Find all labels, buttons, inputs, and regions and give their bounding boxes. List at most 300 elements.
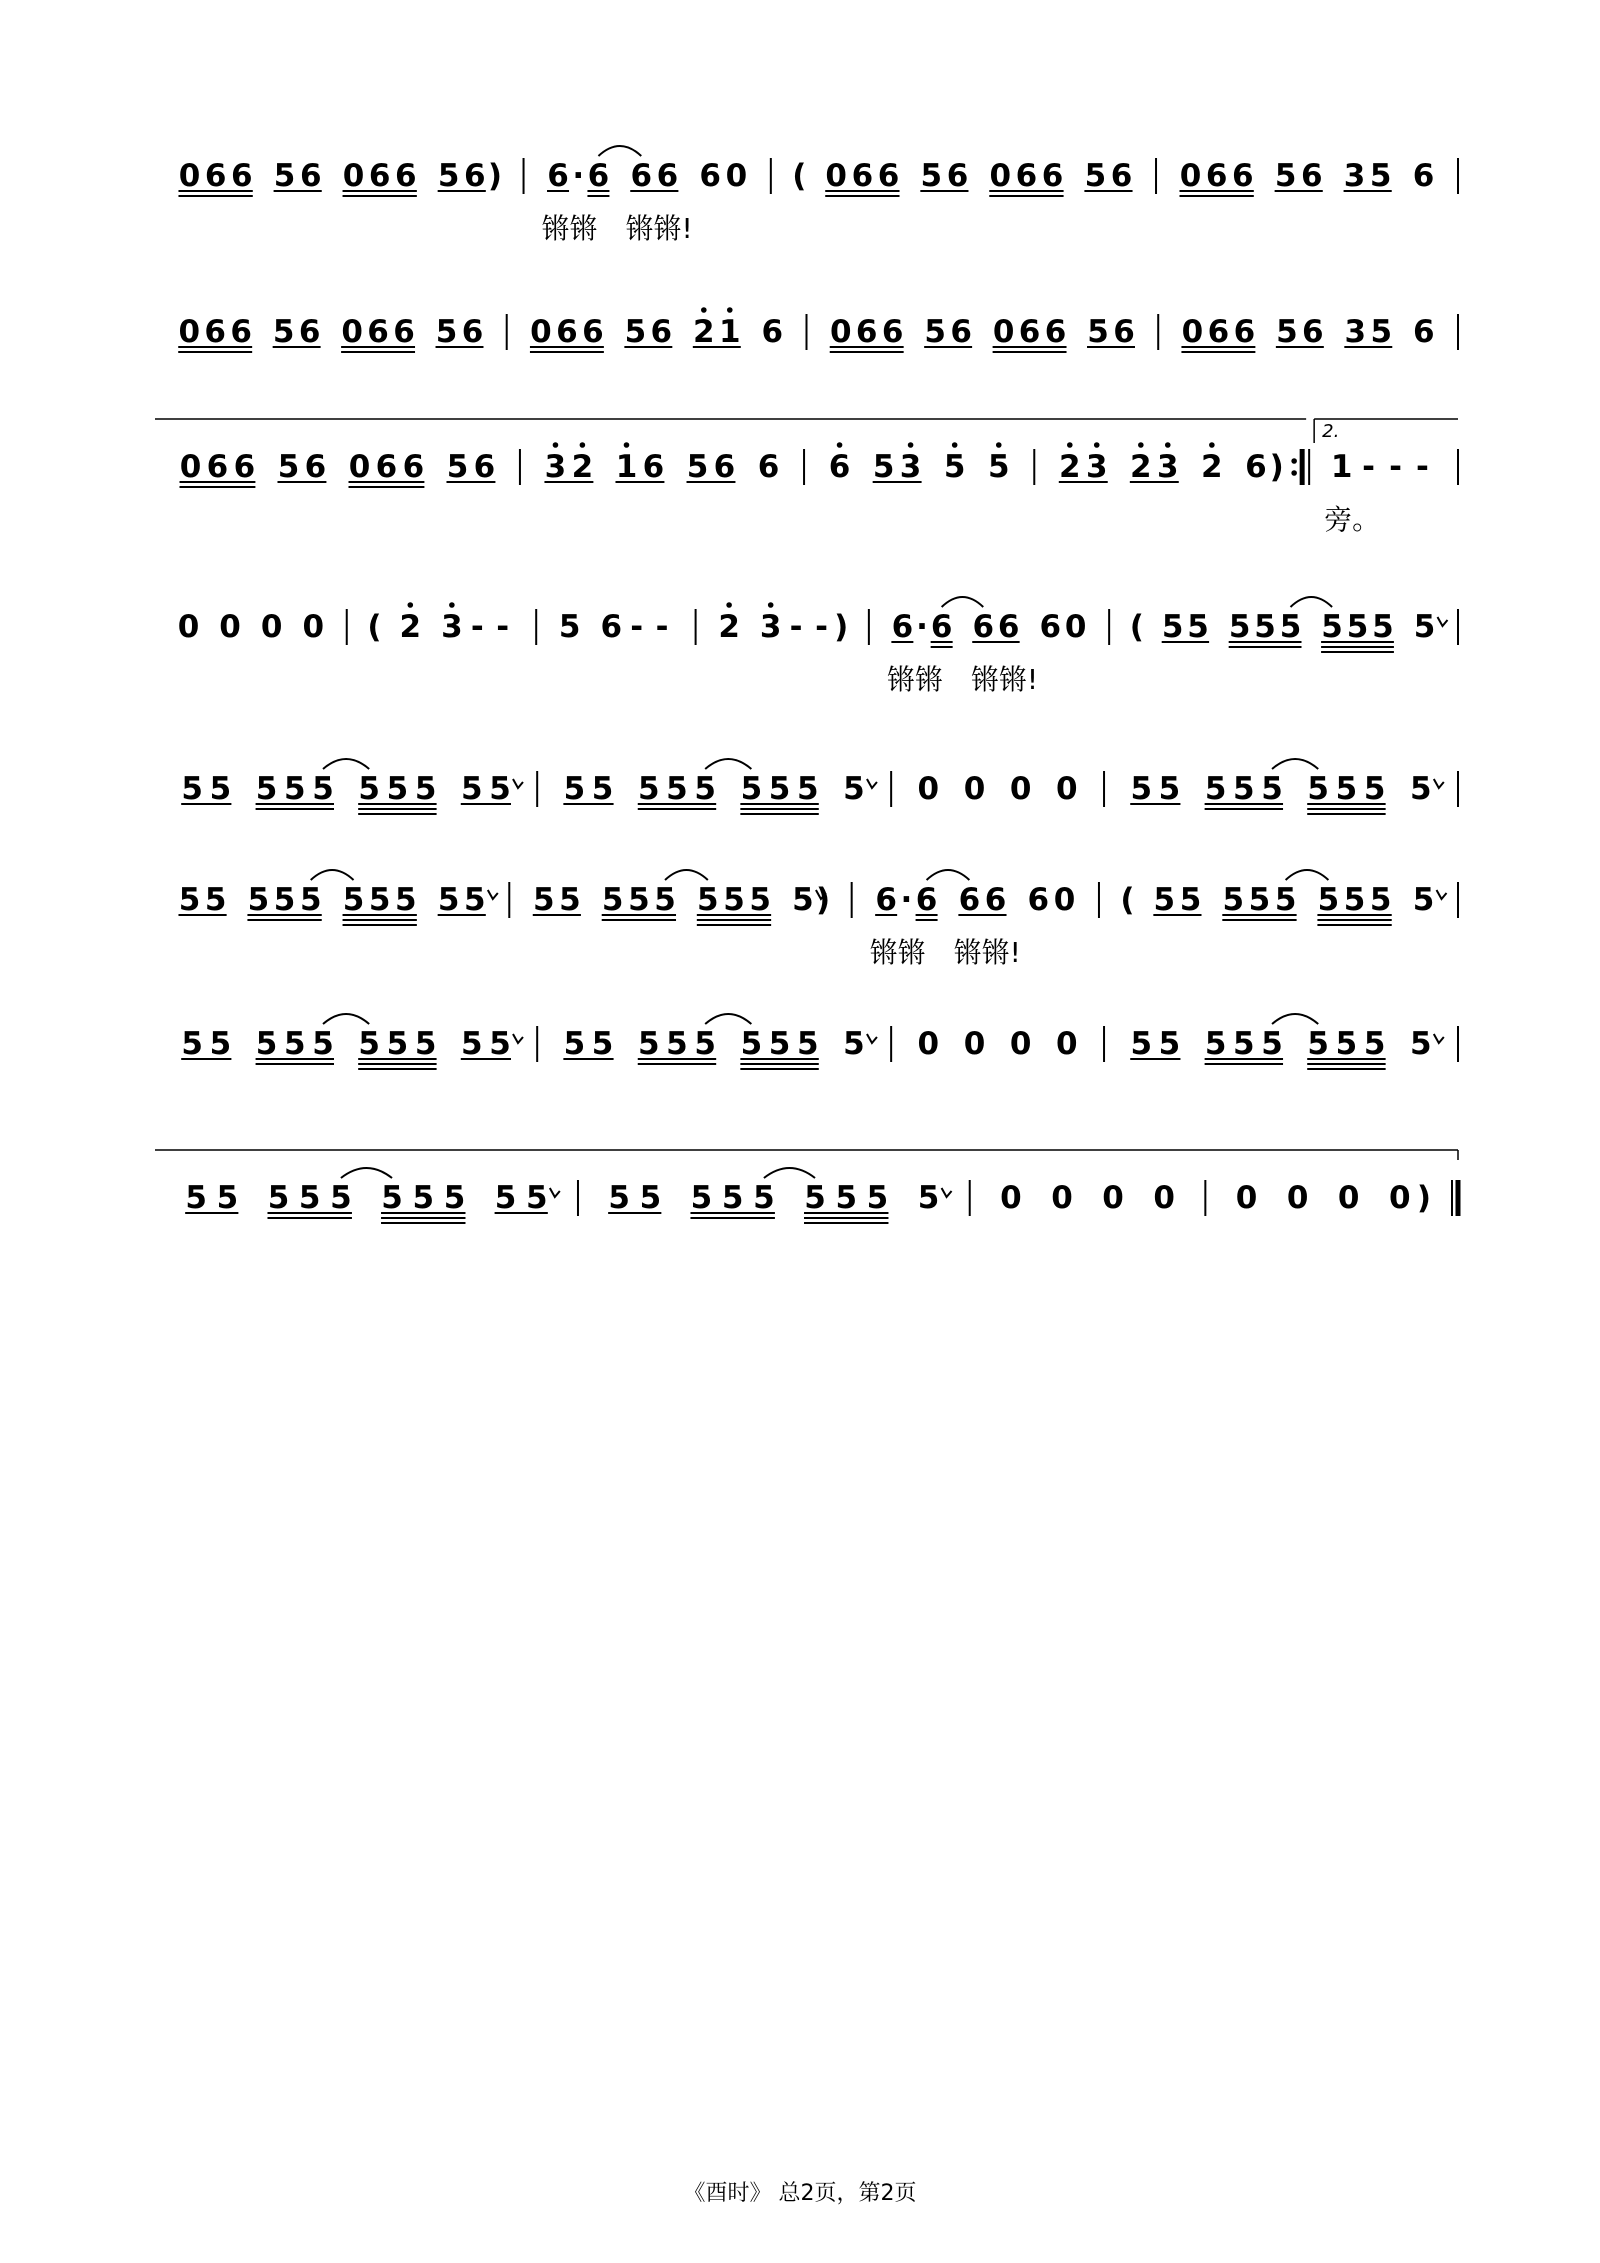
measure [547,146,747,196]
note: 5 [1153,882,1176,918]
measure [367,602,509,645]
note: 6 [1233,314,1256,350]
note: 5 [1317,882,1340,918]
note: 0 [1102,1180,1124,1216]
note: 5 [694,771,716,807]
note: 5 [591,1026,614,1062]
parenthesis: ) [1416,1180,1432,1216]
note: 6 [828,449,851,485]
note: 5 [749,882,771,918]
note: 6 [650,314,673,350]
parenthesis: ) [487,158,503,194]
note: 5 [563,771,586,807]
octave-dot [727,307,733,313]
note: 0 [1009,1026,1032,1062]
note: 6 [761,314,784,350]
note: 6 [950,314,972,350]
note: 5 [1130,771,1153,807]
slur [705,1014,751,1024]
measure [792,158,1132,196]
slur [1291,597,1333,607]
note: 5 [255,771,278,807]
note: 5 [437,158,460,194]
dash: - [789,609,803,645]
note: 5 [723,882,745,918]
lyric: 旁。 [1324,503,1381,536]
note: 6 [367,314,389,350]
page-footer: 《酉时》 总2页，第2页 [683,2181,917,2206]
note: 6 [206,449,229,485]
note: 5 [1363,1026,1386,1062]
note: 0 [530,314,552,350]
note: 5 [216,1180,239,1216]
note: 5 [1369,882,1392,918]
note: 6 [642,449,665,485]
octave-dot [768,602,774,608]
note: 5 [358,771,380,807]
note: 5 [443,1180,466,1216]
note: 5 [414,1026,437,1062]
dot: · [916,609,928,645]
lyric: 锵锵 锵锵! [886,663,1039,696]
note: 5 [753,1180,775,1216]
slur [1272,759,1318,769]
octave-dot [553,442,559,448]
note: 6 [1015,158,1038,194]
note: 0 [1053,882,1076,918]
note: 5 [1335,771,1358,807]
system-2 [178,307,1458,352]
note: 0 [917,1026,940,1062]
note: 5 [273,158,296,194]
note: 0 [302,609,325,645]
note: 5 [1276,314,1298,350]
note: 5 [386,771,409,807]
measure [1120,870,1446,925]
note: 6 [713,449,736,485]
note: 5 [209,771,232,807]
note: 5 [272,314,295,350]
note: 6 [547,158,569,194]
dash: - [655,609,669,645]
measure [180,449,496,487]
note: 6 [368,158,391,194]
note: 5 [666,1026,688,1062]
slur [942,597,984,607]
measure [530,307,783,352]
measure [1130,759,1444,814]
note: 6 [855,314,878,350]
note: 5 [987,449,1010,485]
note: 0 [1000,1180,1022,1216]
note: 5 [381,1180,403,1216]
measure [1181,314,1434,352]
note: 5 [943,449,966,485]
note: 6 [1110,158,1133,194]
measure [829,442,1010,485]
note: 6 [1412,158,1435,194]
note: 5 [395,882,417,918]
note: 6 [600,609,623,645]
note: 6 [915,882,938,918]
note: 0 [260,609,283,645]
note: 5 [1233,771,1255,807]
note: 0 [825,158,848,194]
measure [1130,597,1448,652]
note: 5 [526,1180,548,1216]
note: 0 [1009,771,1032,807]
note: 6 [946,158,969,194]
ornament [488,890,498,899]
dash: - [630,609,644,645]
note: 6 [881,314,904,350]
note: 5 [386,1026,409,1062]
system-6 [178,870,1458,969]
note: 6 [1018,314,1041,350]
note: 0 [1064,609,1087,645]
note: 0 [963,1026,986,1062]
note: 0 [1181,314,1204,350]
note: 3 [1343,158,1366,194]
note: 5 [1233,1026,1255,1062]
octave-dot [1165,442,1171,448]
note: 5 [284,1026,306,1062]
note: 5 [792,882,814,918]
measure [718,602,848,645]
note: 3 [1085,449,1108,485]
note: 6 [930,609,953,645]
parenthesis: ) [834,609,849,645]
note: 6 [1245,449,1267,485]
note: 6 [204,158,227,194]
note: 0 [178,314,201,350]
note: 5 [1084,158,1107,194]
note: 6 [473,449,496,485]
note: 5 [267,1180,290,1216]
note: 0 [829,314,852,350]
measure [875,870,1075,920]
note: 0 [348,449,371,485]
measure [1059,442,1284,485]
repeat-dot [1291,458,1297,464]
slur [665,870,708,880]
octave-dot [580,442,586,448]
note: 6 [464,158,486,194]
note: 3 [899,449,922,485]
note: 0 [341,314,363,350]
note: 6 [204,314,226,350]
note: 5 [1228,609,1251,645]
system-7 [181,1014,1458,1069]
note: 6 [582,314,604,350]
note: 5 [639,1180,662,1216]
measure [830,314,1135,352]
repeat-dot [1291,470,1297,476]
note: 1 [718,314,741,350]
note: 5 [1261,1026,1283,1062]
octave-dot [837,442,843,448]
measure [918,771,1078,807]
note: 3 [759,609,782,645]
note: 5 [342,882,365,918]
ornament [1434,779,1444,788]
note: 0 [1051,1180,1073,1216]
note: 6 [230,158,253,194]
parenthesis: ) [816,882,831,918]
note: 5 [464,882,486,918]
note: 5 [299,882,322,918]
note: 5 [804,1180,826,1216]
note: 5 [1204,1026,1227,1062]
ornament [1437,890,1447,899]
note: 5 [843,771,865,807]
note: 5 [1370,314,1393,350]
note: 6 [587,158,610,194]
octave-dot [701,307,707,313]
note: 6 [304,449,327,485]
measure [608,1168,951,1223]
ornament [867,779,877,788]
note: 5 [1158,771,1181,807]
note: 5 [1158,1026,1181,1062]
note: 5 [358,1026,380,1062]
note: 0 [1286,1180,1309,1216]
note: 6 [298,314,321,350]
note: 1 [615,449,638,485]
note: 5 [312,1026,334,1062]
note: 5 [686,449,709,485]
note: 5 [796,771,819,807]
measure [544,442,779,485]
note: 0 [1056,1026,1078,1062]
note: 5 [591,771,614,807]
ornament [1434,1034,1444,1043]
note: 6 [630,158,653,194]
note: 1 [1330,449,1353,485]
slur [1272,1014,1318,1024]
measure [559,609,669,645]
note: 5 [312,771,334,807]
note: 6 [699,158,721,194]
note: 5 [181,771,203,807]
note: 5 [1410,771,1432,807]
note: 6 [1027,882,1050,918]
note: 6 [1300,158,1323,194]
slur [323,759,369,769]
volta-label: 2. [1322,421,1340,442]
dash: - [815,609,828,645]
note: 5 [835,1180,858,1216]
note: 5 [1410,1026,1432,1062]
system-8 [155,1150,1458,1223]
note: 6 [393,314,415,350]
ornament [867,1034,877,1043]
note: 5 [637,1026,660,1062]
note: 5 [740,1026,763,1062]
dash: - [496,609,510,645]
measure [178,870,497,925]
note: 5 [768,1026,791,1062]
note: 5 [1204,771,1227,807]
note: 6 [656,158,679,194]
note: 6 [851,158,874,194]
note: 5 [330,1180,352,1216]
note: 5 [414,771,437,807]
note: 2 [1201,449,1223,485]
note: 0 [219,609,241,645]
measure [181,1014,523,1069]
note: 5 [637,771,660,807]
note: 5 [460,771,483,807]
note: 5 [924,314,946,350]
octave-dot [952,442,958,448]
note: 6 [997,609,1020,645]
note: 5 [1222,882,1245,918]
note: 6 [556,314,578,350]
system-1 [178,146,1458,245]
note: 6 [1412,314,1435,350]
note: 5 [1130,1026,1153,1062]
note: 5 [412,1180,435,1216]
slur [598,146,641,156]
measure [1000,1180,1175,1216]
note: 3 [441,609,463,645]
note: 5 [446,449,469,485]
note: 5 [273,882,296,918]
note: 6 [1039,609,1062,645]
note: 5 [247,882,270,918]
note: 0 [1389,1180,1411,1216]
note: 6 [461,314,484,350]
octave-dot [1209,442,1215,448]
note: 5 [740,771,763,807]
note: 6 [875,882,897,918]
note: 6 [395,158,417,194]
measure [533,870,830,925]
octave-dot [407,602,413,608]
note: 6 [757,449,780,485]
note: 6 [1207,314,1230,350]
note: 5 [796,1026,819,1062]
note: 2 [1130,449,1152,485]
note: 5 [559,882,581,918]
note: 5 [255,1026,278,1062]
note: 5 [1248,882,1271,918]
note: 5 [628,882,650,918]
note: 6 [1205,158,1228,194]
note: 0 [992,314,1015,350]
measure [1130,1014,1444,1069]
note: 5 [1187,609,1209,645]
note: 5 [1343,882,1366,918]
note: 2 [571,449,594,485]
measure [178,314,483,352]
note: 6 [1232,158,1254,194]
note: 6 [402,449,425,485]
note: 5 [1372,609,1394,645]
slur [764,1168,815,1178]
measure [918,1026,1078,1062]
measure [563,759,877,814]
note: 5 [277,449,300,485]
dot: · [900,882,913,918]
note: 5 [608,1180,630,1216]
note: 5 [435,314,458,350]
note: 5 [866,1180,889,1216]
note: 5 [1413,609,1436,645]
note: 6 [984,882,1007,918]
note: 0 [342,158,365,194]
note: 6 [1044,314,1067,350]
parenthesis: ) [1269,449,1284,485]
note: 2 [399,609,422,645]
note: 5 [1254,609,1276,645]
note: 5 [917,1180,940,1216]
note: 5 [694,1026,716,1062]
measure [1180,158,1435,196]
note: 5 [1363,771,1386,807]
note: 6 [877,158,900,194]
note: 5 [1087,314,1109,350]
note: 6 [233,449,256,485]
note: 0 [963,771,986,807]
note: 5 [1346,609,1369,645]
note: 5 [558,609,581,645]
parenthesis: ( [1120,882,1135,918]
note: 5 [563,1026,586,1062]
measure [185,1168,560,1223]
note: 5 [1307,771,1329,807]
measure [178,609,324,645]
note: 5 [690,1180,713,1216]
note: 0 [989,158,1012,194]
note: 0 [179,449,202,485]
note: 0 [177,609,200,645]
note: 0 [1337,1180,1360,1216]
note: 6 [1302,314,1324,350]
note: 0 [1153,1180,1175,1216]
note: 5 [1412,882,1435,918]
note: 6 [299,158,322,194]
note: 5 [1261,771,1283,807]
note: 5 [185,1180,207,1216]
measure [1236,1180,1431,1216]
measure [1331,449,1429,485]
note: 5 [284,771,306,807]
note: 5 [1179,882,1202,918]
dash: - [470,609,484,645]
note: 3 [1156,449,1179,485]
note: 2 [693,314,715,350]
parenthesis: ( [792,158,807,194]
parenthesis: ( [367,609,382,645]
note: 5 [1307,1026,1329,1062]
octave-dot [1138,442,1144,448]
octave-dot [726,602,732,608]
note: 5 [178,882,201,918]
note: 3 [544,449,567,485]
note: 5 [920,158,943,194]
note: 2 [1059,449,1081,485]
dash: - [1389,449,1402,485]
ornament [1438,617,1448,626]
note: 5 [872,449,895,485]
ornament [550,1188,560,1197]
note: 6 [972,609,995,645]
dot: · [572,158,585,194]
note: 5 [460,1026,483,1062]
ornament [513,1034,523,1043]
